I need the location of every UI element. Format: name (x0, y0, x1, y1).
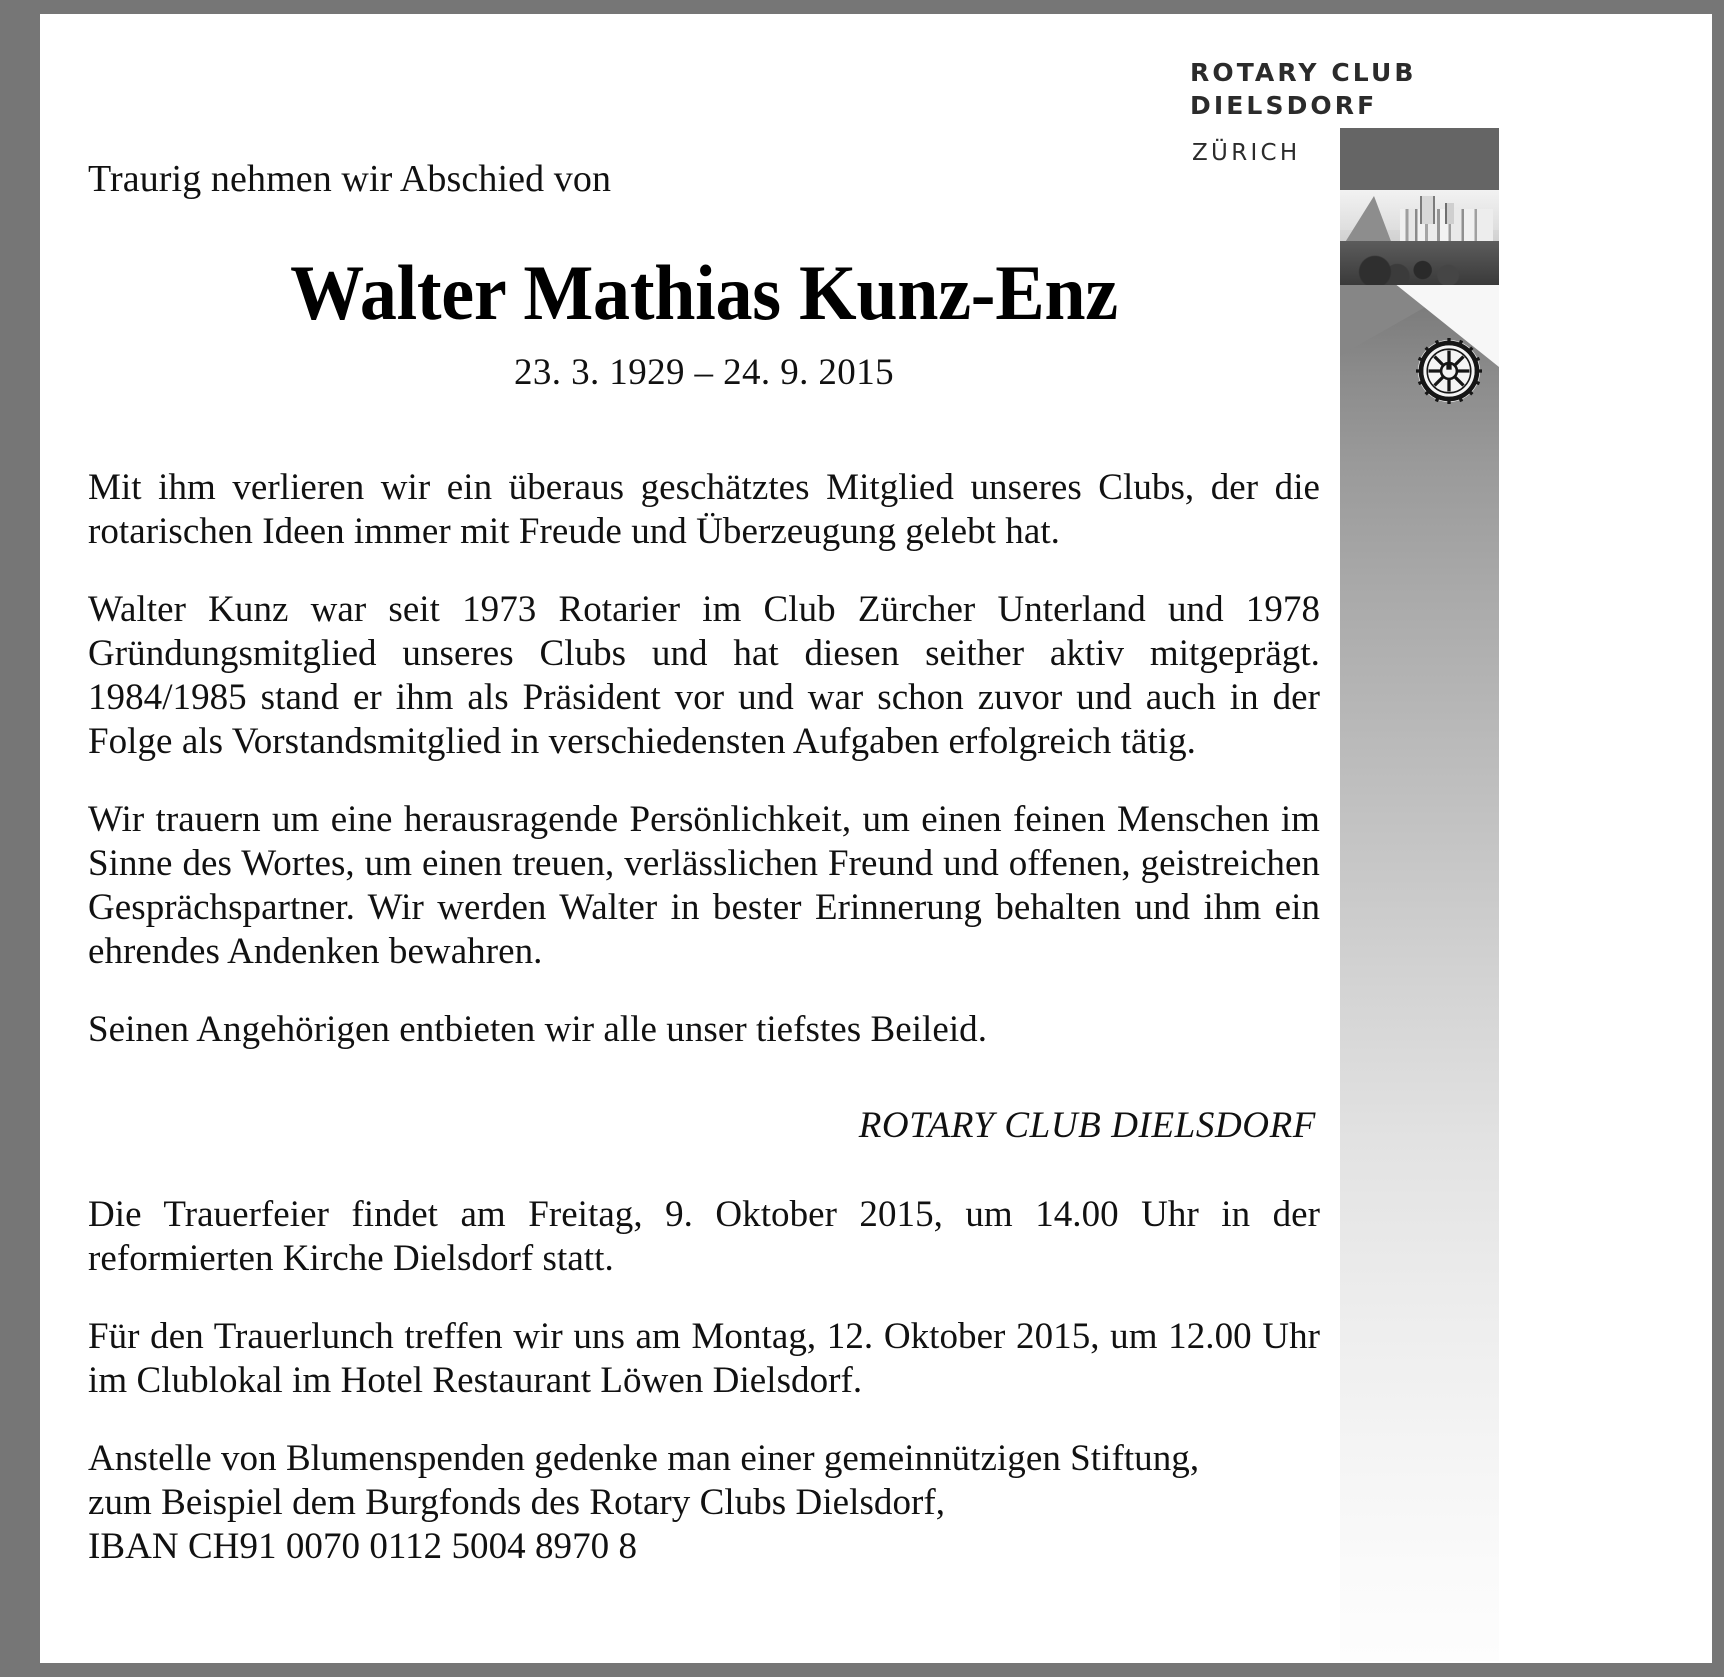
hilltop-castle-photo (1340, 190, 1499, 285)
tribute-paragraph-2: Walter Kunz war seit 1973 Rotarier im Club Zürcher Unterland und 1978 Gründungsmitglied unseres Clubs und hat diesen seither aktiv mitgeprägt. 1984/1985 stand er ihm als Präsident vor und war schon zuvor und auch in der Folge als Vorstandsmitglied in verschiedensten Aufgaben erfolgreich tätig. (88, 588, 1320, 762)
tribute-paragraph-1: Mit ihm verlieren wir ein überaus geschätztes Mitglied unseres Clubs, der die rotarischen Ideen immer mit Freude und Überzeugung gelebt hat. (88, 466, 1320, 552)
donation-iban: IBAN CH91 0070 0112 5004 8970 8 (88, 1525, 638, 1567)
strip-top-band (1340, 128, 1499, 190)
deceased-dates: 23. 3. 1929 – 24. 9. 2015 (514, 351, 894, 393)
rotary-gear-wheel-icon (1416, 338, 1482, 404)
memorial-lunch-detail: Für den Trauerlunch treffen wir uns am Montag, 12. Oktober 2015, um 12.00 Uhr im Clublokal im Hotel Restaurant Löwen Dielsdorf. (88, 1315, 1320, 1401)
donation-detail (88, 1437, 1320, 1569)
logo-line-dielsdorf: DIELSDORF (1190, 91, 1378, 121)
condolence-paragraph: Seinen Angehörigen entbieten wir alle unser tiefstes Beileid. (88, 1008, 988, 1050)
tribute-paragraph-3: Wir trauern um eine herausragende Persönlichkeit, um einen feinen Menschen im Sinne des Wortes, um einen treuen, verlässlichen Freund und offenen, geistreichen Gesprächspartner. Wir werden Walter in bester Erinnerung behalten und ihm ein ehrendes Andenken bewahren. (88, 798, 1320, 972)
photo-castle-tower (1420, 196, 1435, 225)
photo-castle-tower-small (1445, 203, 1454, 224)
service-details-block (88, 1193, 1320, 1569)
logo-line-rotary-club: ROTARY CLUB (1190, 58, 1417, 87)
notice-text-column (88, 16, 1320, 1569)
donation-line-2: zum Beispiel dem Burgfonds des Rotary Clubs Dielsdorf, (88, 1481, 946, 1523)
funeral-service-detail: Die Trauerfeier findet am Freitag, 9. Oktober 2015, um 14.00 Uhr in der reformierten Kirche Dielsdorf statt. (88, 1193, 1320, 1279)
photo-foreground-ridge (1340, 241, 1499, 285)
notice-sheet (42, 16, 1710, 1661)
signature-club-name: ROTARY CLUB DIELSDORF (858, 1104, 1316, 1146)
deceased-name: Walter Mathias Kunz-Enz (290, 248, 1118, 336)
lead-line: Traurig nehmen wir Abschied von (88, 158, 612, 200)
donation-line-1: Anstelle von Blumenspenden gedenke man einer gemeinnützigen Stiftung, (88, 1437, 1200, 1479)
logo-line-zurich: ZÜRICH (1192, 139, 1301, 166)
emblem-gradient-strip (1340, 128, 1499, 1661)
